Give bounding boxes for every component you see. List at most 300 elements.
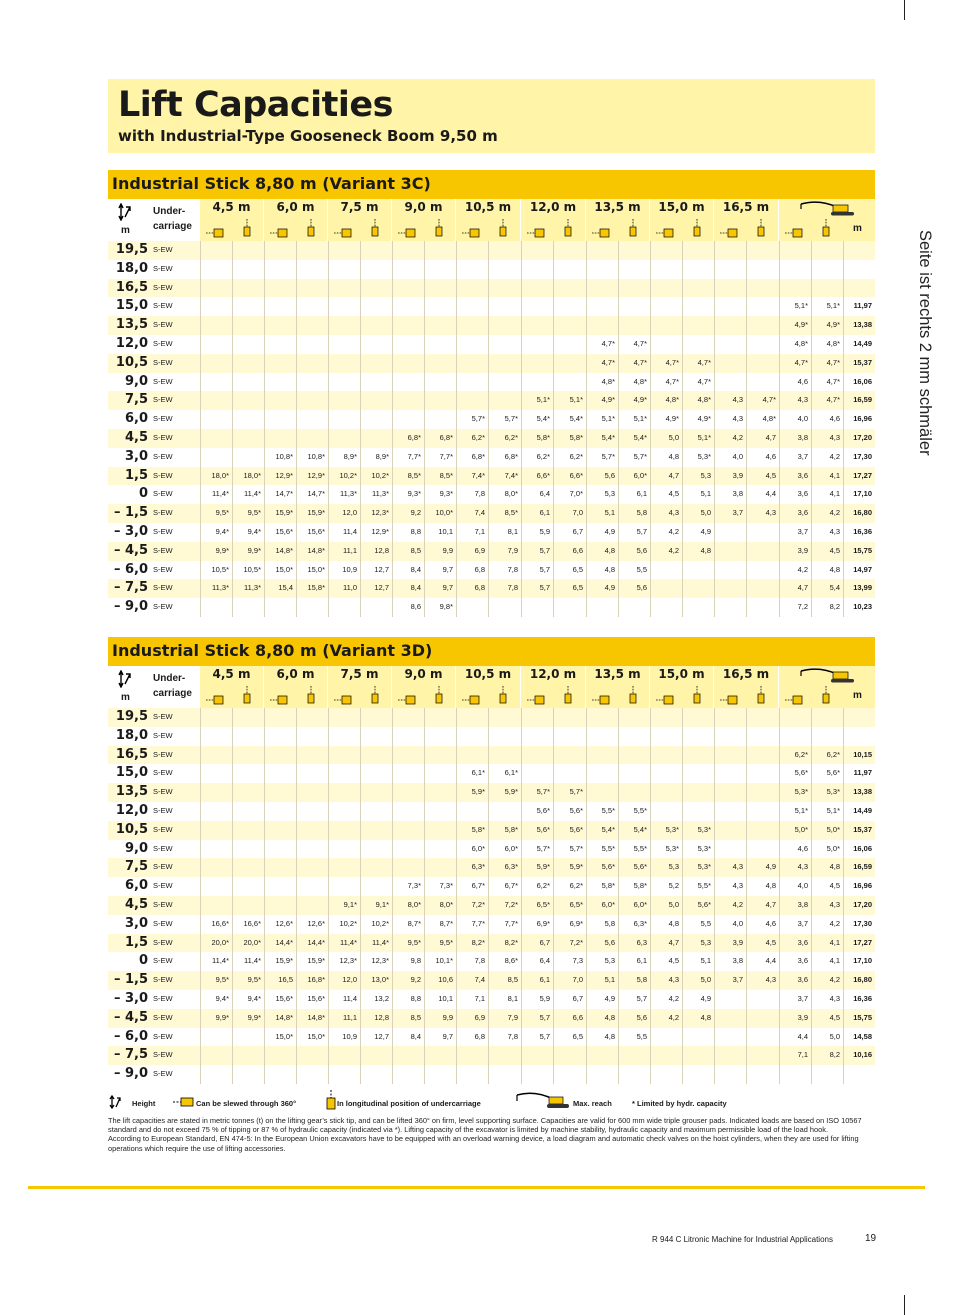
cell-value: 20,0* bbox=[200, 934, 232, 953]
cell-value bbox=[746, 561, 779, 580]
cell-value bbox=[360, 783, 392, 802]
cell-value: 4,7 bbox=[650, 934, 682, 953]
cell-value bbox=[328, 297, 360, 316]
row-height: – 6,0 bbox=[113, 1028, 148, 1044]
reach-distance: 17,30 bbox=[843, 448, 875, 467]
cell-value: 5,8* bbox=[553, 429, 586, 448]
reach-distance bbox=[843, 727, 875, 746]
column-radius: 4,5 m bbox=[200, 666, 263, 684]
reach-cell: 6,2* bbox=[811, 746, 843, 765]
cell-value bbox=[488, 354, 521, 373]
cell-value bbox=[682, 746, 714, 765]
cell-value: 4,8* bbox=[618, 373, 650, 392]
reach-distance: 11,97 bbox=[843, 764, 875, 783]
cell-value bbox=[618, 764, 650, 783]
cell-value bbox=[328, 335, 360, 354]
cell-value: 11,4* bbox=[328, 934, 360, 953]
reach-distance bbox=[843, 1065, 875, 1084]
cell-value bbox=[232, 802, 264, 821]
row-height: 4,5 bbox=[124, 896, 148, 912]
cell-value bbox=[746, 1065, 779, 1084]
cell-value bbox=[586, 241, 618, 260]
reach-unit: m bbox=[853, 223, 862, 234]
cell-value: 15,9* bbox=[296, 952, 328, 971]
cell-value bbox=[521, 764, 553, 783]
cell-value bbox=[200, 241, 232, 260]
row-undercarriage: S-EW bbox=[153, 338, 173, 348]
cell-value bbox=[360, 316, 392, 335]
cell-value: 8,4 bbox=[392, 1028, 424, 1047]
cell-value bbox=[360, 279, 392, 298]
cell-value: 4,9* bbox=[586, 391, 618, 410]
cell-value bbox=[650, 579, 682, 598]
cell-value: 4,3 bbox=[746, 504, 779, 523]
table-row bbox=[108, 542, 875, 561]
cell-value bbox=[521, 746, 553, 765]
cell-value bbox=[618, 598, 650, 617]
cell-value bbox=[714, 783, 746, 802]
cell-value bbox=[200, 821, 232, 840]
row-undercarriage: S-EW bbox=[153, 282, 173, 292]
cell-value: 16,6* bbox=[232, 915, 264, 934]
cell-value bbox=[650, 1065, 682, 1084]
cell-value bbox=[360, 373, 392, 392]
cell-value bbox=[392, 727, 424, 746]
cell-value: 5,4* bbox=[586, 821, 618, 840]
cell-value: 14,8* bbox=[264, 1009, 296, 1028]
cell-value bbox=[488, 373, 521, 392]
cell-value bbox=[650, 708, 682, 727]
cell-value bbox=[296, 241, 328, 260]
table-row bbox=[108, 1065, 875, 1084]
row-undercarriage: S-EW bbox=[153, 805, 173, 815]
cell-value: 14,4* bbox=[264, 934, 296, 953]
cell-value bbox=[264, 316, 296, 335]
cell-value: 4,8 bbox=[682, 542, 714, 561]
cell-value bbox=[200, 335, 232, 354]
cell-value bbox=[232, 316, 264, 335]
reach-cell bbox=[811, 1065, 843, 1084]
reach-cell: 4,6 bbox=[779, 840, 811, 859]
cell-value bbox=[714, 990, 746, 1009]
cell-value: 5,6 bbox=[618, 579, 650, 598]
cell-value bbox=[296, 840, 328, 859]
cell-value: 6,3* bbox=[488, 858, 521, 877]
cell-value bbox=[360, 746, 392, 765]
cell-value: 6,1 bbox=[521, 504, 553, 523]
cell-value: 11,3* bbox=[232, 579, 264, 598]
max-reach-icon bbox=[515, 1091, 571, 1109]
row-undercarriage: S-EW bbox=[153, 1031, 173, 1041]
cell-value bbox=[746, 579, 779, 598]
row-height: 13,5 bbox=[115, 317, 148, 333]
cell-value: 5,8* bbox=[586, 877, 618, 896]
cell-value bbox=[200, 391, 232, 410]
cell-value bbox=[232, 598, 264, 617]
cell-value bbox=[360, 764, 392, 783]
cell-value bbox=[424, 316, 456, 335]
cell-value: 5,4* bbox=[618, 429, 650, 448]
cell-value bbox=[553, 297, 586, 316]
cell-value: 8,1 bbox=[488, 523, 521, 542]
column-radius: 6,0 m bbox=[264, 199, 327, 217]
cell-value: 9,3* bbox=[392, 485, 424, 504]
reach-cell: 3,8 bbox=[779, 896, 811, 915]
cell-value: 7,1 bbox=[456, 523, 488, 542]
cell-value: 5,0 bbox=[650, 429, 682, 448]
cell-value: 6,6 bbox=[553, 542, 586, 561]
reach-distance: 14,97 bbox=[843, 561, 875, 580]
cell-value: 9,9* bbox=[232, 542, 264, 561]
cell-value bbox=[328, 598, 360, 617]
cell-value bbox=[618, 727, 650, 746]
cell-value: 5,1* bbox=[618, 410, 650, 429]
reach-cell: 5,1* bbox=[811, 297, 843, 316]
cell-value: 9,9 bbox=[424, 1009, 456, 1028]
cell-value bbox=[232, 764, 264, 783]
reach-distance bbox=[843, 260, 875, 279]
table-row bbox=[108, 821, 875, 840]
cell-value: 3,9 bbox=[714, 467, 746, 486]
row-undercarriage: S-EW bbox=[153, 357, 173, 367]
cell-value bbox=[264, 764, 296, 783]
row-undercarriage: S-EW bbox=[153, 602, 173, 612]
cell-value bbox=[328, 858, 360, 877]
cell-value: 10,8* bbox=[264, 448, 296, 467]
cell-value bbox=[424, 373, 456, 392]
reach-distance: 17,20 bbox=[843, 429, 875, 448]
cell-value: 6,7 bbox=[553, 523, 586, 542]
cell-value bbox=[264, 783, 296, 802]
height-icon bbox=[116, 203, 132, 221]
cell-value bbox=[714, 840, 746, 859]
cell-value: 5,6* bbox=[553, 802, 586, 821]
reach-distance: 17,10 bbox=[843, 485, 875, 504]
cell-value: 6,7 bbox=[553, 990, 586, 1009]
cell-value bbox=[360, 802, 392, 821]
cell-value bbox=[424, 840, 456, 859]
cell-value: 6,2* bbox=[521, 877, 553, 896]
cell-value: 7,4 bbox=[456, 504, 488, 523]
cell-value bbox=[456, 727, 488, 746]
reach-distance: 16,36 bbox=[843, 523, 875, 542]
longitudinal-icon bbox=[243, 686, 251, 709]
cell-value bbox=[714, 764, 746, 783]
cell-value bbox=[488, 391, 521, 410]
cell-value: 5,6* bbox=[521, 821, 553, 840]
cell-value: 6,5 bbox=[553, 561, 586, 580]
cell-value bbox=[264, 746, 296, 765]
reach-distance: 14,58 bbox=[843, 1028, 875, 1047]
row-height: – 4,5 bbox=[113, 1009, 148, 1025]
row-undercarriage: S-EW bbox=[153, 881, 173, 891]
cell-value: 10,1 bbox=[424, 990, 456, 1009]
cell-value: 5,9* bbox=[488, 783, 521, 802]
cell-value: 5,6 bbox=[586, 467, 618, 486]
row-height: 16,5 bbox=[115, 279, 148, 295]
cell-value bbox=[521, 373, 553, 392]
cell-value bbox=[392, 1046, 424, 1065]
cell-value: 5,5* bbox=[618, 840, 650, 859]
cell-value bbox=[746, 297, 779, 316]
cell-value: 15,8* bbox=[296, 579, 328, 598]
cell-value: 12,6* bbox=[296, 915, 328, 934]
cell-value bbox=[618, 316, 650, 335]
cell-value bbox=[746, 373, 779, 392]
row-undercarriage: S-EW bbox=[153, 470, 173, 480]
cell-value: 6,8 bbox=[456, 579, 488, 598]
cell-value: 5,1 bbox=[682, 485, 714, 504]
reach-cell: 4,2 bbox=[811, 915, 843, 934]
cell-value bbox=[360, 840, 392, 859]
legend-maxreach: Max. reach bbox=[573, 1099, 612, 1108]
cell-value bbox=[296, 429, 328, 448]
cell-value: 7,7* bbox=[392, 448, 424, 467]
longitudinal-icon bbox=[629, 219, 637, 242]
cell-value bbox=[586, 727, 618, 746]
cell-value bbox=[232, 1046, 264, 1065]
cell-value bbox=[264, 858, 296, 877]
cell-value: 6,0* bbox=[586, 896, 618, 915]
cell-value: 12,8 bbox=[360, 1009, 392, 1028]
cell-value: 9,7 bbox=[424, 579, 456, 598]
cell-value bbox=[553, 260, 586, 279]
cell-value: 5,1 bbox=[586, 504, 618, 523]
cell-value: 8,0* bbox=[392, 896, 424, 915]
cell-value: 5,5* bbox=[586, 840, 618, 859]
cell-value bbox=[746, 354, 779, 373]
reach-cell: 4,0 bbox=[779, 877, 811, 896]
cell-value bbox=[328, 708, 360, 727]
cell-value bbox=[328, 260, 360, 279]
row-height: 3,0 bbox=[124, 915, 148, 931]
cell-value bbox=[296, 410, 328, 429]
table-row bbox=[108, 467, 875, 486]
cell-value bbox=[296, 727, 328, 746]
cell-value: 10,9 bbox=[328, 1028, 360, 1047]
cell-value bbox=[200, 764, 232, 783]
table-row bbox=[108, 952, 875, 971]
cell-value bbox=[360, 335, 392, 354]
cell-value: 10,5* bbox=[200, 561, 232, 580]
row-undercarriage: S-EW bbox=[153, 956, 173, 966]
row-height: – 3,0 bbox=[113, 990, 148, 1006]
cell-value bbox=[232, 279, 264, 298]
reach-cell: 8,2 bbox=[811, 598, 843, 617]
cell-value: 4,7* bbox=[586, 335, 618, 354]
cell-value bbox=[488, 279, 521, 298]
cell-value bbox=[392, 297, 424, 316]
column-radius: 15,0 m bbox=[650, 666, 713, 684]
cell-value bbox=[650, 764, 682, 783]
reach-distance: 16,36 bbox=[843, 990, 875, 1009]
column-radius: 6,0 m bbox=[264, 666, 327, 684]
cell-value: 6,8* bbox=[456, 448, 488, 467]
cell-value bbox=[586, 279, 618, 298]
cell-value: 14,8* bbox=[296, 542, 328, 561]
cell-value: 5,6* bbox=[682, 896, 714, 915]
cell-value: 12,0 bbox=[328, 504, 360, 523]
cell-value: 5,6 bbox=[618, 1009, 650, 1028]
cell-value bbox=[714, 523, 746, 542]
cell-value: 7,7* bbox=[424, 448, 456, 467]
cell-value: 5,7 bbox=[521, 1028, 553, 1047]
section-variant-3c bbox=[108, 170, 875, 617]
reach-cell: 3,6 bbox=[779, 467, 811, 486]
cell-value bbox=[553, 764, 586, 783]
longitudinal-icon bbox=[371, 219, 379, 242]
cell-value: 8,1 bbox=[488, 990, 521, 1009]
reach-cell: 3,6 bbox=[779, 504, 811, 523]
longitudinal-icon bbox=[693, 686, 701, 709]
cell-value: 11,1 bbox=[328, 542, 360, 561]
reach-unit: m bbox=[853, 690, 862, 701]
reach-distance: 10,16 bbox=[843, 1046, 875, 1065]
legend-limited: * Limited by hydr. capacity bbox=[632, 1099, 727, 1108]
cell-value bbox=[328, 877, 360, 896]
cell-value bbox=[424, 279, 456, 298]
row-undercarriage: S-EW bbox=[153, 862, 173, 872]
reach-cell: 4,8 bbox=[811, 858, 843, 877]
cell-value bbox=[714, 598, 746, 617]
cell-value: 7,0 bbox=[553, 504, 586, 523]
cell-value bbox=[682, 279, 714, 298]
column-radius: 13,5 m bbox=[586, 199, 649, 217]
cell-value: 8,8 bbox=[392, 990, 424, 1009]
cell-value: 7,8 bbox=[456, 485, 488, 504]
reach-cell: 4,0 bbox=[779, 410, 811, 429]
cell-value: 5,8* bbox=[521, 429, 553, 448]
cell-value bbox=[746, 802, 779, 821]
reach-cell: 4,2 bbox=[811, 448, 843, 467]
section-variant-3d bbox=[108, 637, 875, 1084]
row-height: 0 bbox=[138, 953, 148, 969]
cell-value bbox=[232, 335, 264, 354]
cell-value: 14,4* bbox=[296, 934, 328, 953]
cell-value: 14,8* bbox=[264, 542, 296, 561]
cell-value: 15,0* bbox=[296, 561, 328, 580]
cell-value: 6,9* bbox=[553, 915, 586, 934]
cell-value bbox=[200, 598, 232, 617]
cell-value: 6,8* bbox=[488, 448, 521, 467]
cell-value bbox=[296, 783, 328, 802]
cell-value bbox=[328, 802, 360, 821]
cell-value: 10,9 bbox=[328, 561, 360, 580]
cell-value: 8,8 bbox=[392, 523, 424, 542]
cell-value bbox=[746, 1028, 779, 1047]
cell-value: 4,8 bbox=[586, 542, 618, 561]
cell-value: 11,1 bbox=[328, 1009, 360, 1028]
cell-value: 4,8* bbox=[650, 391, 682, 410]
cell-value: 8,5* bbox=[424, 467, 456, 486]
cell-value bbox=[553, 316, 586, 335]
row-undercarriage: S-EW bbox=[153, 787, 173, 797]
cell-value: 5,9 bbox=[521, 990, 553, 1009]
cell-value bbox=[650, 727, 682, 746]
reach-cell: 4,2 bbox=[779, 561, 811, 580]
cell-value bbox=[714, 1009, 746, 1028]
cell-value: 5,7* bbox=[521, 783, 553, 802]
reach-distance: 10,15 bbox=[843, 746, 875, 765]
reach-cell: 4,5 bbox=[811, 1009, 843, 1028]
reach-cell: 5,3* bbox=[779, 783, 811, 802]
undercarriage-label: Under- carriage bbox=[153, 673, 192, 699]
cell-value bbox=[424, 858, 456, 877]
cell-value bbox=[296, 1046, 328, 1065]
cell-value: 4,3 bbox=[650, 504, 682, 523]
reach-cell: 4,7* bbox=[811, 354, 843, 373]
cell-value: 5,3* bbox=[650, 821, 682, 840]
table-row bbox=[108, 410, 875, 429]
legend-height: Height bbox=[132, 1099, 156, 1108]
footnote-2: According to European Standard, EN 474-5: In the European Union excavators have to be equipped with an overload warning device, a load diagram and automatic check valves on the hoist cylinders, when they are used for lifting operations which require the use of lifting accessories. bbox=[108, 1134, 859, 1153]
cell-value: 15,6* bbox=[296, 990, 328, 1009]
row-undercarriage: S-EW bbox=[153, 545, 173, 555]
cell-value bbox=[392, 241, 424, 260]
row-undercarriage: S-EW bbox=[153, 975, 173, 985]
table-row bbox=[108, 504, 875, 523]
cell-value: 6,2* bbox=[553, 448, 586, 467]
cell-value bbox=[392, 335, 424, 354]
cell-value bbox=[746, 335, 779, 354]
cell-value bbox=[650, 241, 682, 260]
cell-value bbox=[521, 354, 553, 373]
reach-distance: 10,23 bbox=[843, 598, 875, 617]
cell-value: 5,6* bbox=[553, 821, 586, 840]
cell-value bbox=[360, 727, 392, 746]
cell-value: 5,3* bbox=[650, 840, 682, 859]
reach-cell bbox=[779, 708, 811, 727]
longitudinal-icon bbox=[307, 219, 315, 242]
cell-value bbox=[392, 260, 424, 279]
cell-value: 9,9* bbox=[200, 542, 232, 561]
row-height: – 7,5 bbox=[113, 580, 148, 596]
cell-value: 15,9* bbox=[264, 504, 296, 523]
cell-value bbox=[328, 354, 360, 373]
cell-value bbox=[521, 335, 553, 354]
cell-value: 4,6 bbox=[746, 448, 779, 467]
cell-value bbox=[682, 783, 714, 802]
column-radius: 16,5 m bbox=[714, 199, 778, 217]
cell-value: 5,9* bbox=[521, 858, 553, 877]
cell-value bbox=[328, 840, 360, 859]
cell-value: 6,5* bbox=[521, 896, 553, 915]
cell-value: 8,7* bbox=[392, 915, 424, 934]
cell-value bbox=[424, 802, 456, 821]
cell-value: 12,0 bbox=[328, 971, 360, 990]
reach-cell: 4,2 bbox=[811, 504, 843, 523]
cell-value: 15,6* bbox=[264, 523, 296, 542]
cell-value bbox=[232, 241, 264, 260]
cell-value: 9,3* bbox=[424, 485, 456, 504]
cell-value: 7,9 bbox=[488, 1009, 521, 1028]
cell-value: 5,9* bbox=[553, 858, 586, 877]
cell-value bbox=[200, 410, 232, 429]
cell-value: 6,5 bbox=[553, 1028, 586, 1047]
cell-value: 5,1* bbox=[586, 410, 618, 429]
cell-value: 6,8 bbox=[456, 1028, 488, 1047]
cell-value: 8,4 bbox=[392, 561, 424, 580]
cell-value: 4,5 bbox=[746, 467, 779, 486]
cell-value: 4,3 bbox=[746, 971, 779, 990]
cell-value: 8,6 bbox=[392, 598, 424, 617]
column-radius: 9,0 m bbox=[392, 199, 455, 217]
cell-value: 5,6* bbox=[586, 858, 618, 877]
reach-cell: 4,7* bbox=[811, 373, 843, 392]
cell-value: 5,7 bbox=[521, 561, 553, 580]
cell-value bbox=[714, 316, 746, 335]
cell-value bbox=[296, 354, 328, 373]
